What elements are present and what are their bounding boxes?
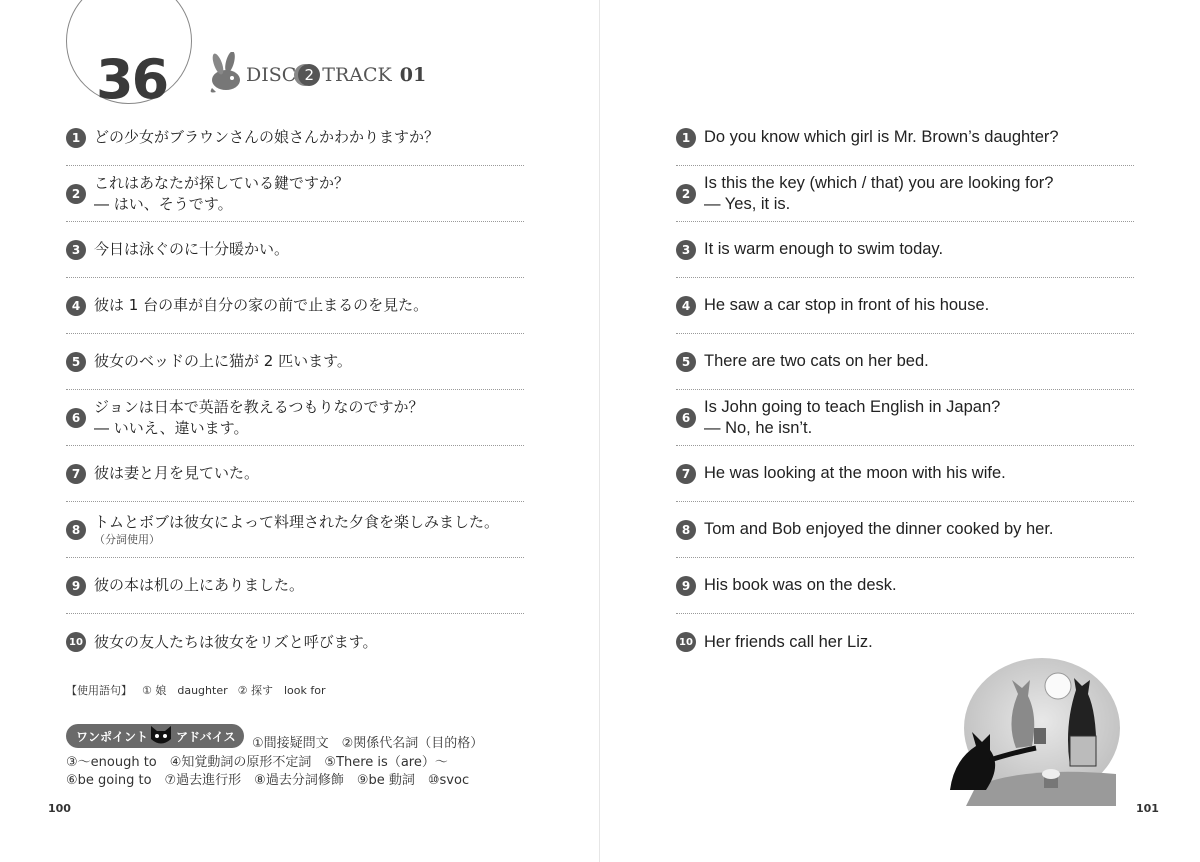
number-badge: 6 xyxy=(66,408,86,428)
sentence-row xyxy=(676,278,1134,334)
sentence-line: Tom and Bob enjoyed the dinner cooked by her. xyxy=(704,520,1054,538)
track-number: 01 xyxy=(399,64,427,86)
sentence-text xyxy=(704,351,929,372)
cats-moon-illustration xyxy=(946,656,1122,806)
sentence-line: ジョンは日本で英語を教えるつもりなのですか？ xyxy=(94,397,424,416)
sentence-row xyxy=(66,110,524,166)
advice-label-left: ワンポイント xyxy=(76,729,149,744)
sentence-row xyxy=(66,334,524,390)
sentence-row xyxy=(66,502,524,558)
number-badge: 8 xyxy=(676,520,696,540)
advice-pill xyxy=(66,724,244,748)
number-badge: 10 xyxy=(676,632,696,652)
sentence-line: ― はい、そうです。 xyxy=(94,194,233,213)
sentence-row xyxy=(66,614,524,670)
sentence-line: ― いいえ、違います。 xyxy=(94,418,249,437)
english-sentence-list xyxy=(676,110,1134,670)
sentence-line: Her friends call her Liz. xyxy=(704,632,873,651)
disc-track-label xyxy=(246,64,426,86)
sentence-line: 彼女のベッドの上に猫が 2 匹います。 xyxy=(94,352,352,370)
number-badge: 9 xyxy=(676,576,696,596)
cat-face-icon xyxy=(148,722,174,748)
sentence-text xyxy=(704,463,1006,484)
sentence-text xyxy=(94,239,289,260)
sentence-line: これはあなたが探している鍵ですか？ xyxy=(94,173,350,192)
advice-line: ③～enough to ④知覚動詞の原形不定詞 ⑤There is（are）～ xyxy=(66,755,448,770)
sentence-text xyxy=(704,397,1000,439)
number-badge: 10 xyxy=(66,632,86,652)
number-badge: 2 xyxy=(676,184,696,204)
sentence-row xyxy=(676,110,1134,166)
number-badge: 5 xyxy=(676,352,696,372)
sentence-text xyxy=(94,512,499,547)
sentence-line: There are two cats on her bed. xyxy=(704,352,929,370)
sentence-row xyxy=(676,334,1134,390)
sentence-line: トムとボブは彼女によって料理された夕食を楽しみました。 xyxy=(94,513,500,531)
sentence-text xyxy=(704,575,897,596)
sentence-row xyxy=(676,390,1134,446)
sentence-row xyxy=(66,278,524,334)
number-badge: 9 xyxy=(66,576,86,596)
sentence-line: Is this the key (which / that) you are looking for? xyxy=(704,173,1054,192)
sentence-line: Do you know which girl is Mr. Brown’s daughter? xyxy=(704,128,1059,146)
sentence-row xyxy=(676,166,1134,222)
sentence-line: It is warm enough to swim today. xyxy=(704,240,944,258)
sentence-text xyxy=(94,127,439,148)
sentence-text xyxy=(94,397,424,439)
sentence-line: どの少女がブラウンさんの娘さんかわかりますか？ xyxy=(94,128,440,146)
sentence-text xyxy=(94,575,304,596)
disc-number: 2 xyxy=(298,64,320,86)
sentence-text xyxy=(94,632,378,653)
sentence-text xyxy=(704,632,873,653)
sentence-row xyxy=(66,558,524,614)
number-badge: 6 xyxy=(676,408,696,428)
sentence-text xyxy=(94,463,259,484)
lesson-number: 36 xyxy=(96,48,168,111)
vocab-item: ① 娘 daughter xyxy=(142,684,228,697)
sentence-text xyxy=(704,519,1054,540)
sentence-text xyxy=(704,127,1059,148)
number-badge: 7 xyxy=(66,464,86,484)
sentence-text xyxy=(704,239,943,260)
rabbit-icon xyxy=(204,52,246,96)
vocab-label: 【使用語句】 xyxy=(66,684,132,697)
sentence-row xyxy=(66,446,524,502)
sentence-line: Is John going to teach English in Japan? xyxy=(704,397,1001,416)
advice-line: ①間接疑問文 ②関係代名詞（目的格） xyxy=(252,736,484,751)
sentence-text xyxy=(94,351,352,372)
sentence-line: — No, he isn’t. xyxy=(704,418,813,437)
number-badge: 3 xyxy=(66,240,86,260)
sentence-row xyxy=(66,222,524,278)
sentence-row xyxy=(676,502,1134,558)
sentence-note: （分詞使用） xyxy=(94,533,160,546)
sentence-text xyxy=(704,173,1053,215)
sentence-line: His book was on the desk. xyxy=(704,576,897,594)
sentence-text xyxy=(94,173,349,215)
sentence-line: 今日は泳ぐのに十分暖かい。 xyxy=(94,240,290,258)
sentence-line: 彼は妻と月を見ていた。 xyxy=(94,464,260,482)
number-badge: 4 xyxy=(676,296,696,316)
japanese-sentence-list xyxy=(66,110,524,670)
sentence-line: 彼女の友人たちは彼女をリズと呼びます。 xyxy=(94,632,378,651)
number-badge: 5 xyxy=(66,352,86,372)
sentence-line: 彼は 1 台の車が自分の家の前で止まるのを見た。 xyxy=(94,296,429,314)
vocab-section xyxy=(66,682,336,698)
disc-label: DISC xyxy=(246,64,297,86)
sentence-line: 彼の本は机の上にありました。 xyxy=(94,576,305,594)
advice-line: ⑥be going to ⑦過去進行形 ⑧過去分詞修飾 ⑨be 動詞 ⑩svoc xyxy=(66,773,470,788)
track-label: TRACK xyxy=(322,64,392,86)
sentence-line: He saw a car stop in front of his house. xyxy=(704,296,990,314)
number-badge: 4 xyxy=(66,296,86,316)
sentence-row xyxy=(676,222,1134,278)
page-number-left: 100 xyxy=(48,802,71,815)
sentence-line: He was looking at the moon with his wife. xyxy=(704,464,1006,482)
advice-label-right: アドバイス xyxy=(176,729,236,744)
sentence-row xyxy=(66,390,524,446)
sentence-row xyxy=(676,558,1134,614)
number-badge: 2 xyxy=(66,184,86,204)
number-badge: 7 xyxy=(676,464,696,484)
number-badge: 1 xyxy=(676,128,696,148)
sentence-row xyxy=(676,446,1134,502)
number-badge: 1 xyxy=(66,128,86,148)
number-badge: 3 xyxy=(676,240,696,260)
number-badge: 8 xyxy=(66,520,86,540)
sentence-row xyxy=(66,166,524,222)
sentence-text xyxy=(94,295,428,316)
sentence-text xyxy=(704,295,989,316)
vocab-item: ② 探す look for xyxy=(237,684,326,697)
sentence-line: — Yes, it is. xyxy=(704,194,791,213)
page-number-right: 101 xyxy=(1136,802,1159,815)
